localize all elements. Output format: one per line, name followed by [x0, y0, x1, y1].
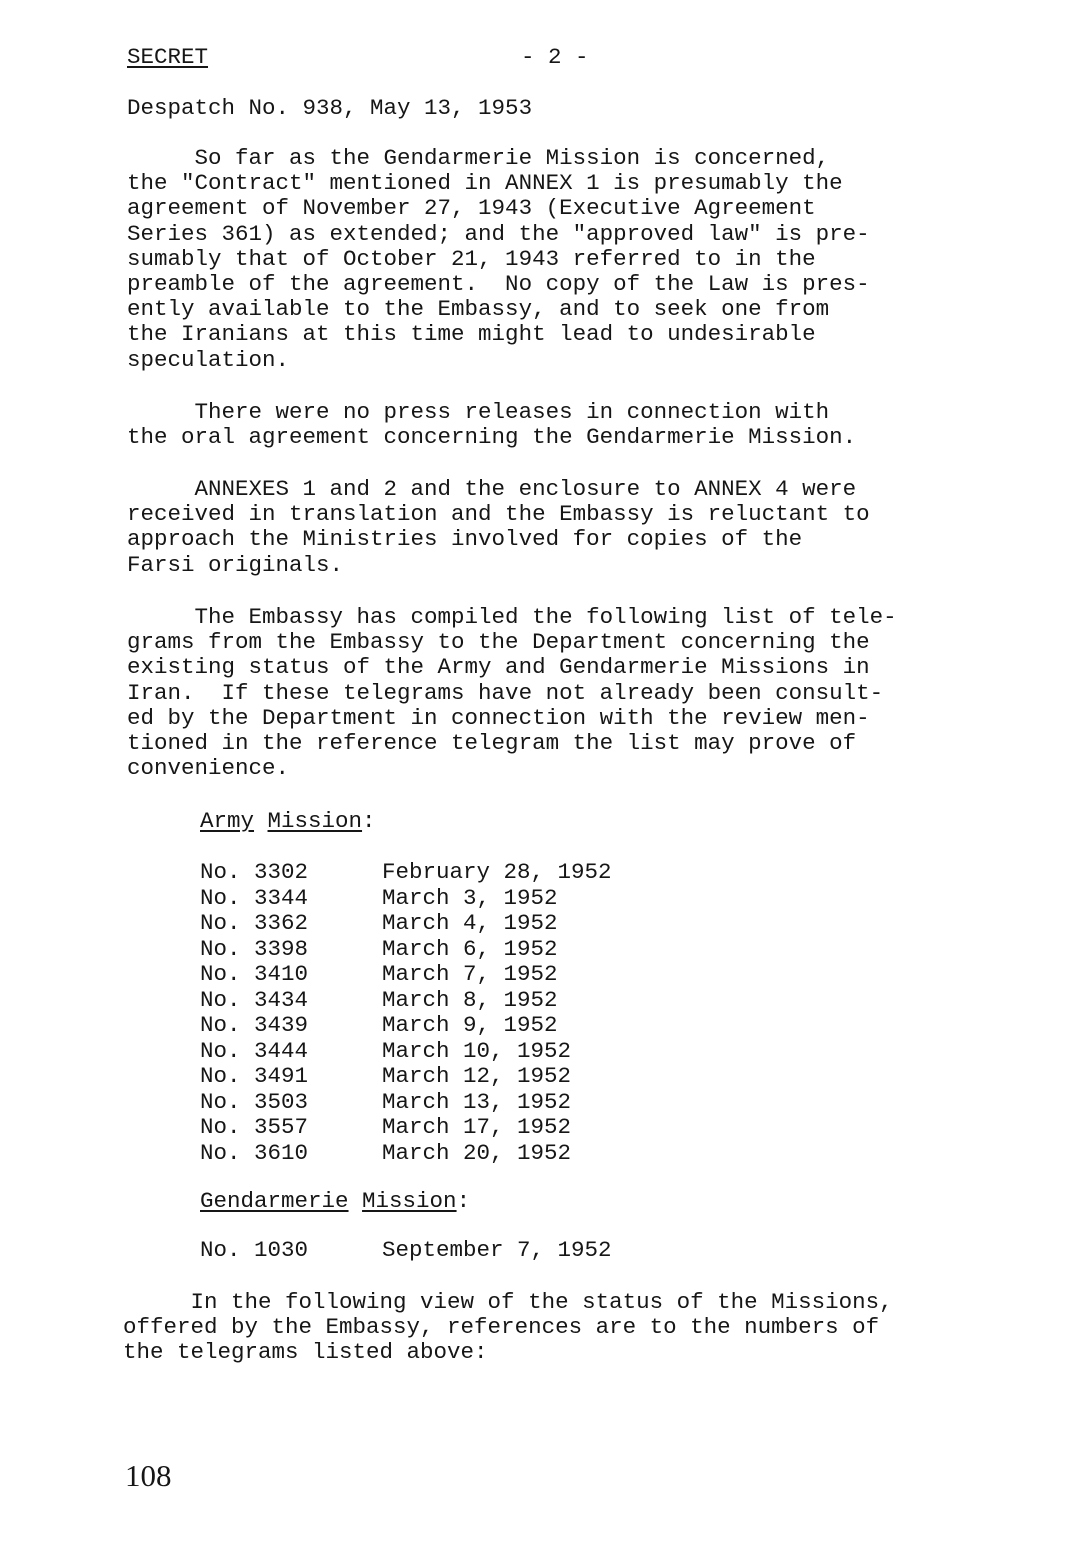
telegram-row	[200, 860, 612, 886]
paragraph-line: The Embassy has compiled the following list of tele-	[127, 604, 897, 630]
telegram-row	[200, 1115, 612, 1141]
telegram-row	[200, 1238, 612, 1264]
telegram-row	[200, 1064, 612, 1090]
paragraph-line: the "Contract" mentioned in ANNEX 1 is presumably the	[127, 170, 843, 197]
telegram-number: No. 3302	[200, 859, 309, 885]
telegram-date: March 8, 1952	[382, 986, 558, 1013]
paragraph-line: In the following view of the status of the Missions,	[123, 1289, 893, 1315]
telegram-number: No. 3444	[200, 1037, 309, 1064]
telegram-number: No. 3439	[200, 1012, 309, 1038]
telegram-number: No. 3491	[200, 1063, 309, 1089]
telegram-row	[200, 937, 612, 963]
telegram-date: March 13, 1952	[382, 1088, 572, 1115]
paragraph-line: the oral agreement concerning the Gendarmerie Mission.	[127, 424, 857, 451]
telegram-date: March 7, 1952	[382, 961, 558, 987]
paragraph-line: offered by the Embassy, references are to the numbers of	[123, 1314, 880, 1341]
telegram-date: March 3, 1952	[382, 884, 558, 911]
paragraph-line: ANNEXES 1 and 2 and the enclosure to ANNEX 4 were	[127, 476, 857, 502]
telegram-date: September 7, 1952	[382, 1237, 612, 1263]
telegram-number: No. 3434	[200, 986, 309, 1013]
paragraph-closing	[123, 1290, 1003, 1366]
gendarmerie-mission-heading-word2: Mission	[362, 1188, 457, 1214]
paragraph-line: speculation.	[127, 346, 290, 373]
gendarmerie-mission-heading	[200, 1188, 470, 1214]
telegram-number: No. 3398	[200, 935, 309, 962]
paragraph-line: existing status of the Army and Gendarmerie Missions in	[127, 654, 870, 681]
telegram-date: February 28, 1952	[382, 859, 612, 885]
paragraph-line: the Iranians at this time might lead to undesirable	[127, 321, 816, 348]
army-mission-heading-word1: Army	[200, 808, 255, 834]
classification-marking: SECRET	[127, 44, 209, 70]
gendarmerie-mission-heading-word1: Gendarmerie	[200, 1188, 349, 1214]
paragraph-line: tioned in the reference telegram the list may prove of	[127, 730, 857, 757]
telegram-number: No. 1030	[200, 1237, 309, 1263]
page-number: 108	[125, 1458, 172, 1493]
telegram-row	[200, 911, 612, 937]
telegram-date: March 9, 1952	[382, 1012, 558, 1038]
paragraph-line: There were no press releases in connection with	[127, 399, 830, 425]
telegram-number: No. 3410	[200, 961, 309, 987]
telegram-number: No. 3503	[200, 1088, 309, 1115]
paragraph-line: ently available to the Embassy, and to seek one from	[127, 296, 830, 323]
telegram-row	[200, 1090, 612, 1116]
paragraph-line: ed by the Department in connection with the review men-	[127, 704, 870, 731]
army-mission-telegram-list	[200, 860, 612, 1166]
gendarmerie-mission-telegram-list	[200, 1238, 612, 1264]
paragraph-annexes	[127, 477, 1007, 578]
telegram-number: No. 3362	[200, 910, 309, 936]
telegram-row	[200, 962, 612, 988]
telegram-date: March 12, 1952	[382, 1063, 572, 1089]
despatch-line: Despatch No. 938, May 13, 1953	[127, 95, 533, 121]
telegram-row	[200, 886, 612, 912]
paragraph-line: received in translation and the Embassy is reluctant to	[127, 501, 870, 528]
telegram-date: March 17, 1952	[382, 1114, 572, 1140]
paragraph-line: approach the Ministries involved for copies of the	[127, 526, 803, 553]
telegram-number: No. 3344	[200, 884, 309, 911]
telegram-date: March 6, 1952	[382, 935, 558, 962]
telegram-date: March 10, 1952	[382, 1037, 572, 1064]
army-mission-heading	[200, 808, 376, 834]
page-marker: - 2 -	[521, 44, 589, 70]
paragraph-line: Farsi originals.	[127, 551, 344, 578]
paragraph-line: convenience.	[127, 755, 290, 782]
telegram-row	[200, 1141, 612, 1167]
telegram-row	[200, 988, 612, 1014]
telegram-row	[200, 1039, 612, 1065]
paragraph-line: So far as the Gendarmerie Mission is concerned,	[127, 145, 830, 171]
gendarmerie-mission-heading-colon: :	[456, 1188, 471, 1214]
telegram-date: March 20, 1952	[382, 1139, 572, 1166]
paragraph-line: agreement of November 27, 1943 (Executive Agreement	[127, 195, 816, 222]
paragraph-line: grams from the Embassy to the Department concerning the	[127, 629, 870, 656]
paragraph-line: preamble of the agreement. No copy of the Law is pres-	[127, 271, 870, 298]
army-mission-heading-word2: Mission	[267, 808, 363, 834]
telegram-number: No. 3610	[200, 1139, 309, 1166]
paragraph-press-releases	[127, 400, 1007, 450]
telegram-row	[200, 1013, 612, 1039]
telegram-number: No. 3557	[200, 1114, 309, 1140]
telegram-date: March 4, 1952	[382, 910, 558, 936]
paragraph-gendarmerie-contract	[127, 146, 1007, 373]
paragraph-telegram-list-intro	[127, 605, 1007, 781]
paragraph-line: Series 361) as extended; and the "approved law" is pre-	[127, 220, 870, 247]
paragraph-line: Iran. If these telegrams have not already been consult-	[127, 679, 884, 706]
paragraph-line: the telegrams listed above:	[123, 1339, 488, 1366]
army-mission-heading-colon: :	[362, 808, 376, 834]
paragraph-line: sumably that of October 21, 1943 referred to in the	[127, 245, 816, 272]
